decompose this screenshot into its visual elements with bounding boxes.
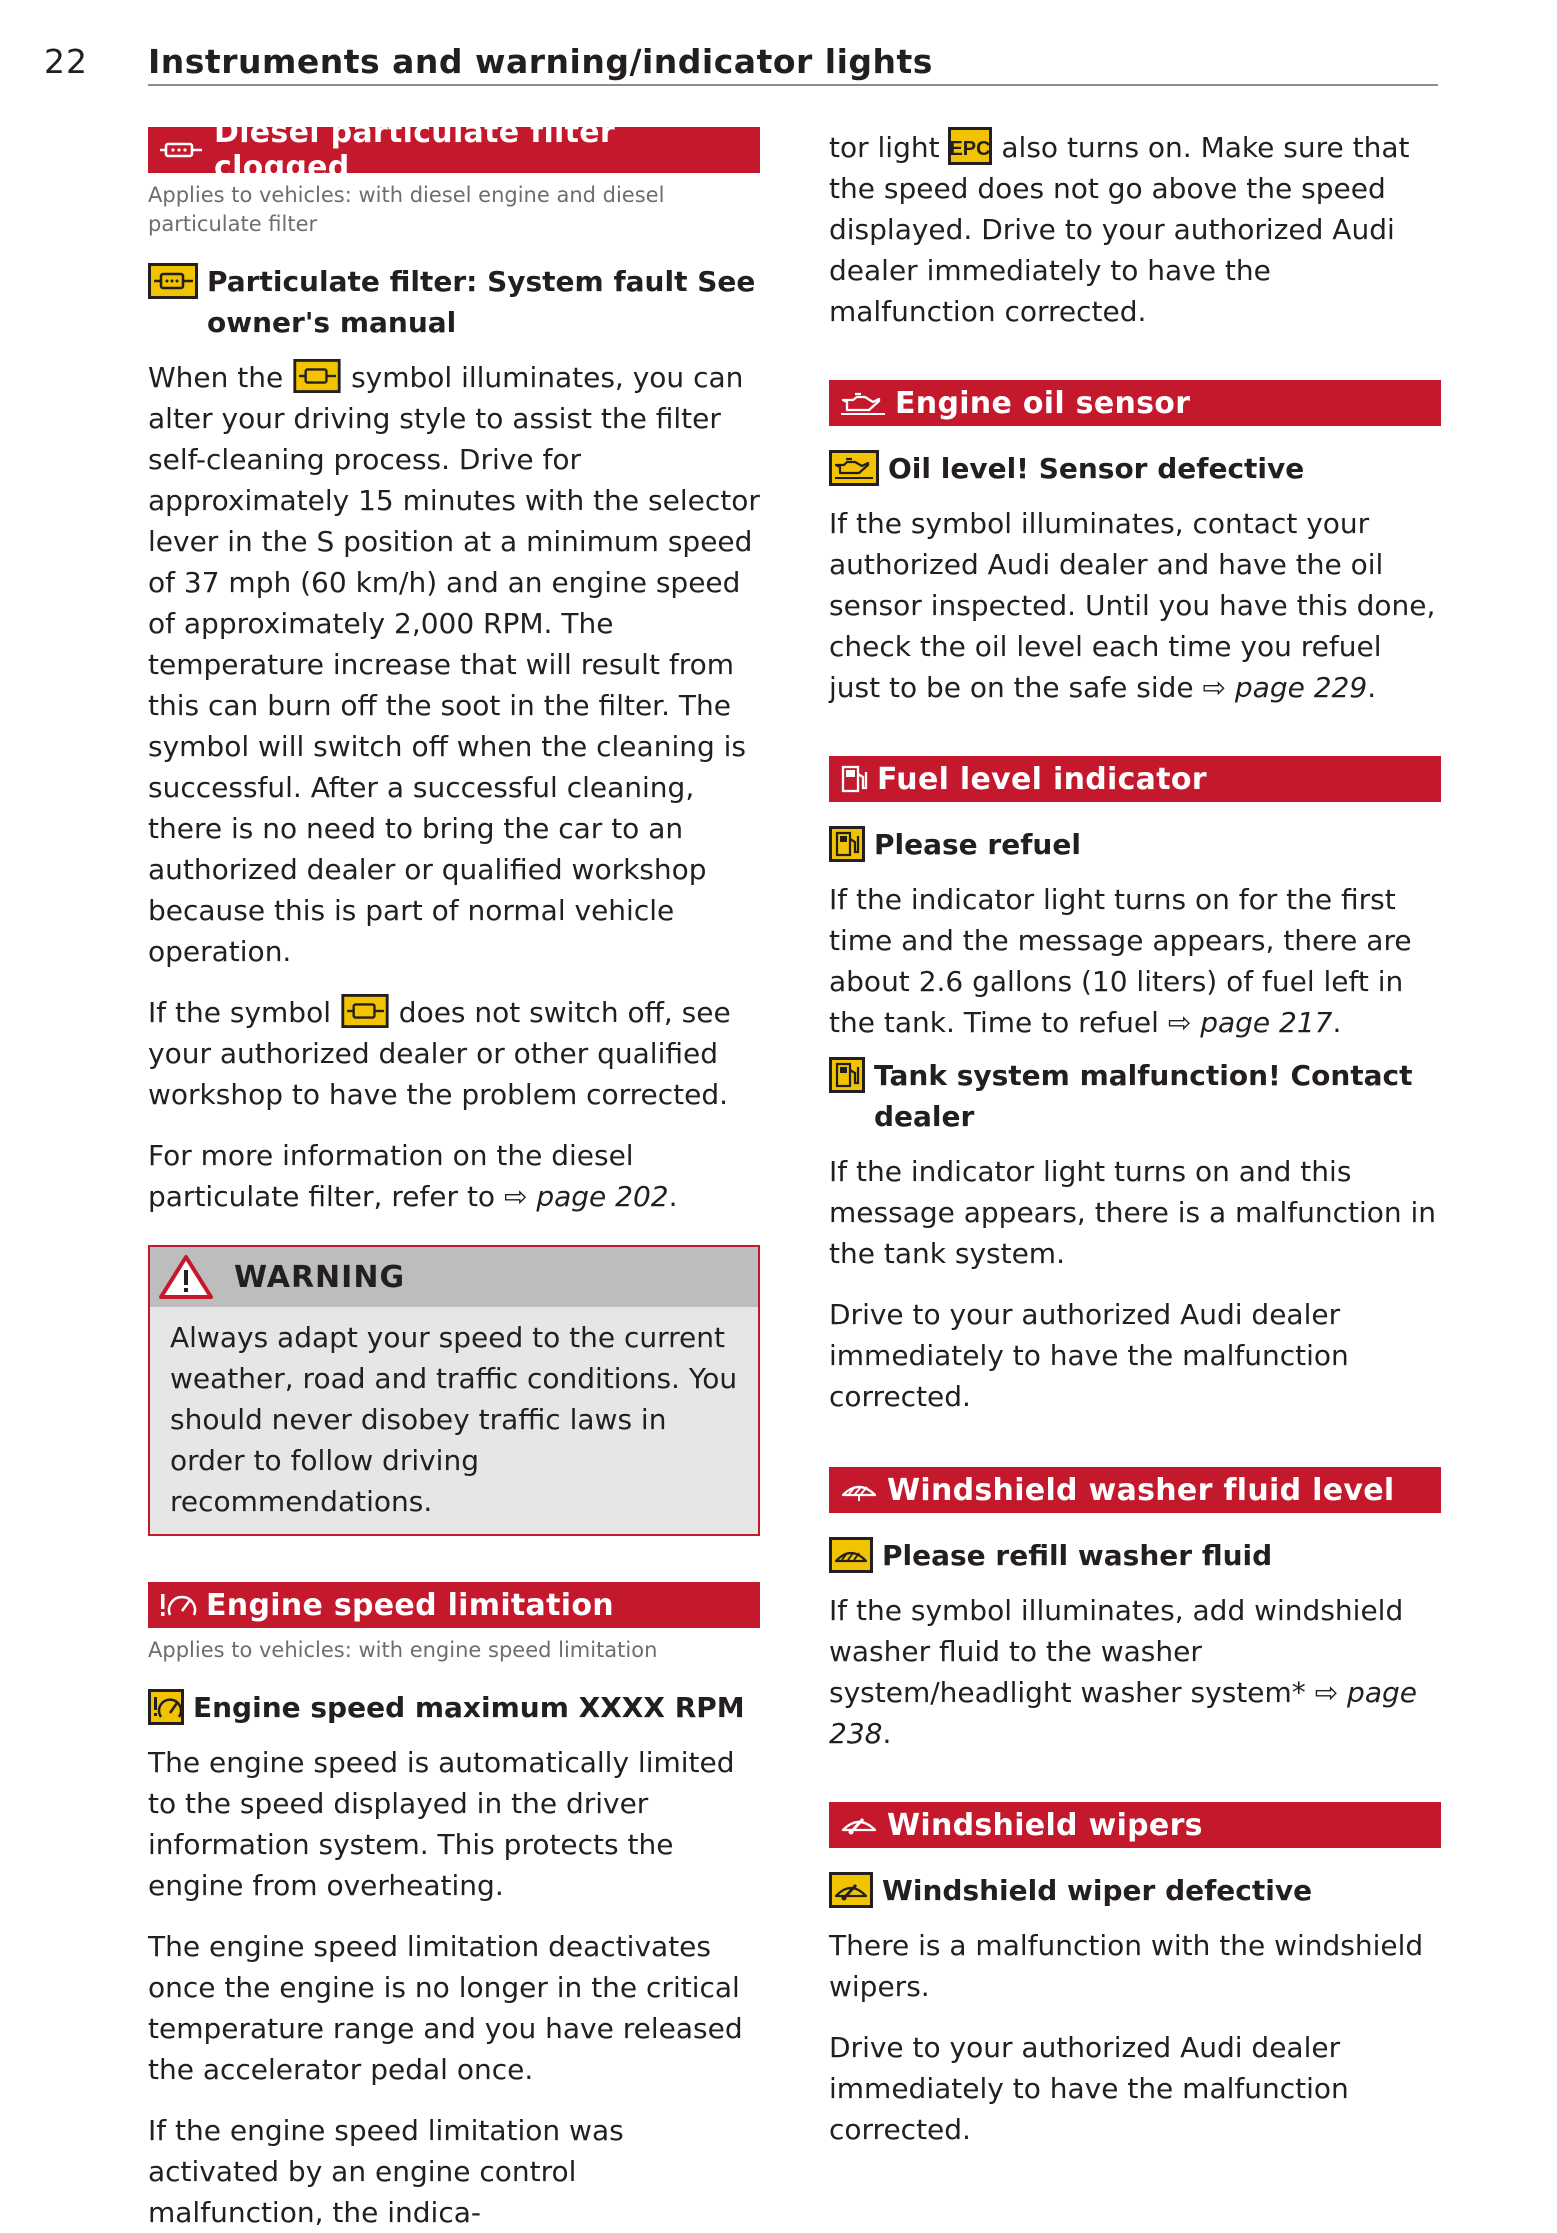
oil-section-heading xyxy=(829,380,1441,426)
particulate-filter-indicator-icon xyxy=(148,263,198,299)
oil-sub-heading-text: Oil level! Sensor defective xyxy=(888,452,1305,485)
esl-heading-text: Engine speed limitation xyxy=(206,1587,614,1623)
page-header-title: Instruments and warning/indicator lights xyxy=(148,42,933,81)
right-column xyxy=(829,127,1441,2150)
esl-applies-note: Applies to vehicles: with engine speed limitation xyxy=(148,1638,658,1662)
wipers-sub-heading-text: Windshield wiper defective xyxy=(882,1874,1313,1907)
oil-sensor-icon xyxy=(839,388,887,418)
esl-paragraph-2: The engine speed limitation deactivates once the engine is no longer in the critical temperature range and you have released the accelerator pedal once. xyxy=(148,1930,743,2086)
fuel-paragraph-3: Drive to your authorized Audi dealer immediately to have the malfunction corrected. xyxy=(829,1298,1349,1413)
dpf-sub-heading xyxy=(148,261,760,343)
fuel-heading-text: Fuel level indicator xyxy=(877,761,1207,797)
dpf-sub-heading-text: Particulate filter: System fault See owner's manual xyxy=(207,265,756,339)
engine-speed-limit-indicator-icon xyxy=(148,1689,184,1725)
fuel-paragraph-2: If the indicator light turns on and this message appears, there is a malfunction in the tank system. xyxy=(829,1155,1437,1270)
wipers-paragraph-2: Drive to your authorized Audi dealer immediately to have the malfunction corrected. xyxy=(829,2031,1349,2146)
engine-speed-limit-icon xyxy=(158,1590,198,1620)
page-number: 22 xyxy=(44,42,88,81)
oil-level-indicator-icon xyxy=(829,450,879,486)
fuel-sub-heading-1-text: Please refuel xyxy=(874,828,1081,861)
dpf-paragraph-3: For more information on the diesel particulate filter, refer to ⇨ page 202. xyxy=(148,1139,678,1213)
oil-heading-text: Engine oil sensor xyxy=(895,385,1191,421)
particulate-filter-inline-icon xyxy=(340,994,390,1028)
esl-section-heading xyxy=(148,1582,760,1628)
fuel-indicator-icon xyxy=(829,826,865,862)
oil-sub-heading xyxy=(829,448,1441,489)
fuel-indicator-icon xyxy=(829,1057,865,1093)
wipers-paragraph-1: There is a malfunction with the windshield wipers. xyxy=(829,1929,1424,2003)
washer-sub-heading-text: Please refill washer fluid xyxy=(882,1539,1273,1572)
windshield-wiper-icon xyxy=(839,1810,879,1840)
page-reference-link[interactable]: ⇨ page 229 xyxy=(1202,671,1368,704)
fuel-sub-heading-2 xyxy=(829,1055,1441,1137)
washer-section-heading xyxy=(829,1467,1441,1513)
page-reference-link[interactable]: ⇨ page 217 xyxy=(1167,1006,1333,1039)
esl-sub-heading-text: Engine speed maximum XXXX RPM xyxy=(193,1691,745,1724)
wipers-section-heading xyxy=(829,1802,1441,1848)
fuel-pump-icon xyxy=(839,764,869,794)
oil-paragraph-1: If the symbol illuminates, contact your authorized Audi dealer and have the oil sensor inspected. Until you have this done, check the oil level each time you refuel just to be on the safe side ⇨ page 229. xyxy=(829,507,1436,704)
left-column xyxy=(148,115,760,2233)
page-reference-link[interactable]: ⇨ page 238 xyxy=(829,1676,1417,1750)
dpf-paragraph-2: If the symbol does not switch off, see your authorized dealer or other qualified workshop to have the problem corrected. xyxy=(148,996,731,1111)
warning-triangle-icon xyxy=(158,1254,214,1300)
dpf-applies-note: Applies to vehicles: with diesel engine and diesel particulate filter xyxy=(148,183,665,236)
page-header xyxy=(44,38,1444,86)
warning-title: WARNING xyxy=(234,1259,406,1295)
washer-fluid-indicator-icon xyxy=(829,1537,873,1573)
dpf-section-heading xyxy=(148,115,760,185)
fuel-sub-heading-1 xyxy=(829,824,1441,865)
wipers-sub-heading xyxy=(829,1870,1441,1911)
windshield-wiper-indicator-icon xyxy=(829,1872,873,1908)
page-reference-link[interactable]: ⇨ page 202 xyxy=(503,1180,669,1213)
warning-box xyxy=(148,1245,760,1536)
fuel-paragraph-1: If the indicator light turns on for the first time and the message appears, there are about 2.6 gallons (10 liters) of fuel left in the tank. Time to refuel ⇨ page 217. xyxy=(829,883,1412,1039)
epc-label: EPC xyxy=(949,138,992,160)
fuel-section-heading xyxy=(829,756,1441,802)
warning-header xyxy=(150,1247,758,1307)
washer-paragraph-1: If the symbol illuminates, add windshield washer fluid to the washer system/headlight washer system* ⇨ page 238. xyxy=(829,1594,1417,1750)
washer-sub-heading xyxy=(829,1535,1441,1576)
dpf-heading-text: Diesel particulate filter clogged xyxy=(214,115,616,185)
epc-indicator-icon xyxy=(948,127,992,165)
esl-paragraph-1: The engine speed is automatically limited to the speed displayed in the driver information system. This protects the engine from overheating. xyxy=(148,1746,735,1902)
esl-paragraph-3: If the engine speed limitation was activated by an engine control malfunction, the indica- xyxy=(148,2114,624,2229)
warning-text: Always adapt your speed to the current weather, road and traffic conditions. You should never disobey traffic laws in order to follow driving recommendations. xyxy=(170,1321,738,1518)
header-rule xyxy=(148,84,1438,86)
particulate-filter-icon xyxy=(158,135,206,165)
washer-fluid-icon xyxy=(839,1475,879,1505)
wipers-heading-text: Windshield wipers xyxy=(887,1807,1203,1843)
dpf-paragraph-1: When the symbol illuminates, you can alter your driving style to assist the filter self-cleaning process. Drive for approximately 15 minutes with the selector lever in the S position at a minimum speed of 37 mph (60 km/h) and an engine speed of approximately 2,000 RPM. The temperature increase that will result from this can burn off the soot in the filter. The symbol will switch off when the cleaning is successful. After a successful cleaning, there is no need to bring the car to an authorized dealer or qualified workshop because this is part of normal vehicle operation. xyxy=(148,361,760,968)
particulate-filter-inline-icon xyxy=(292,359,342,393)
esl-sub-heading xyxy=(148,1687,760,1728)
fuel-sub-heading-2-text: Tank system malfunction! Contact dealer xyxy=(874,1059,1413,1133)
esl-continuation: tor light EPC also turns on. Make sure that the speed does not go above the speed displayed. Drive to your authorized Audi dealer immediately to have the malfunction corrected. xyxy=(829,127,1441,332)
washer-heading-text: Windshield washer fluid level xyxy=(887,1472,1395,1508)
